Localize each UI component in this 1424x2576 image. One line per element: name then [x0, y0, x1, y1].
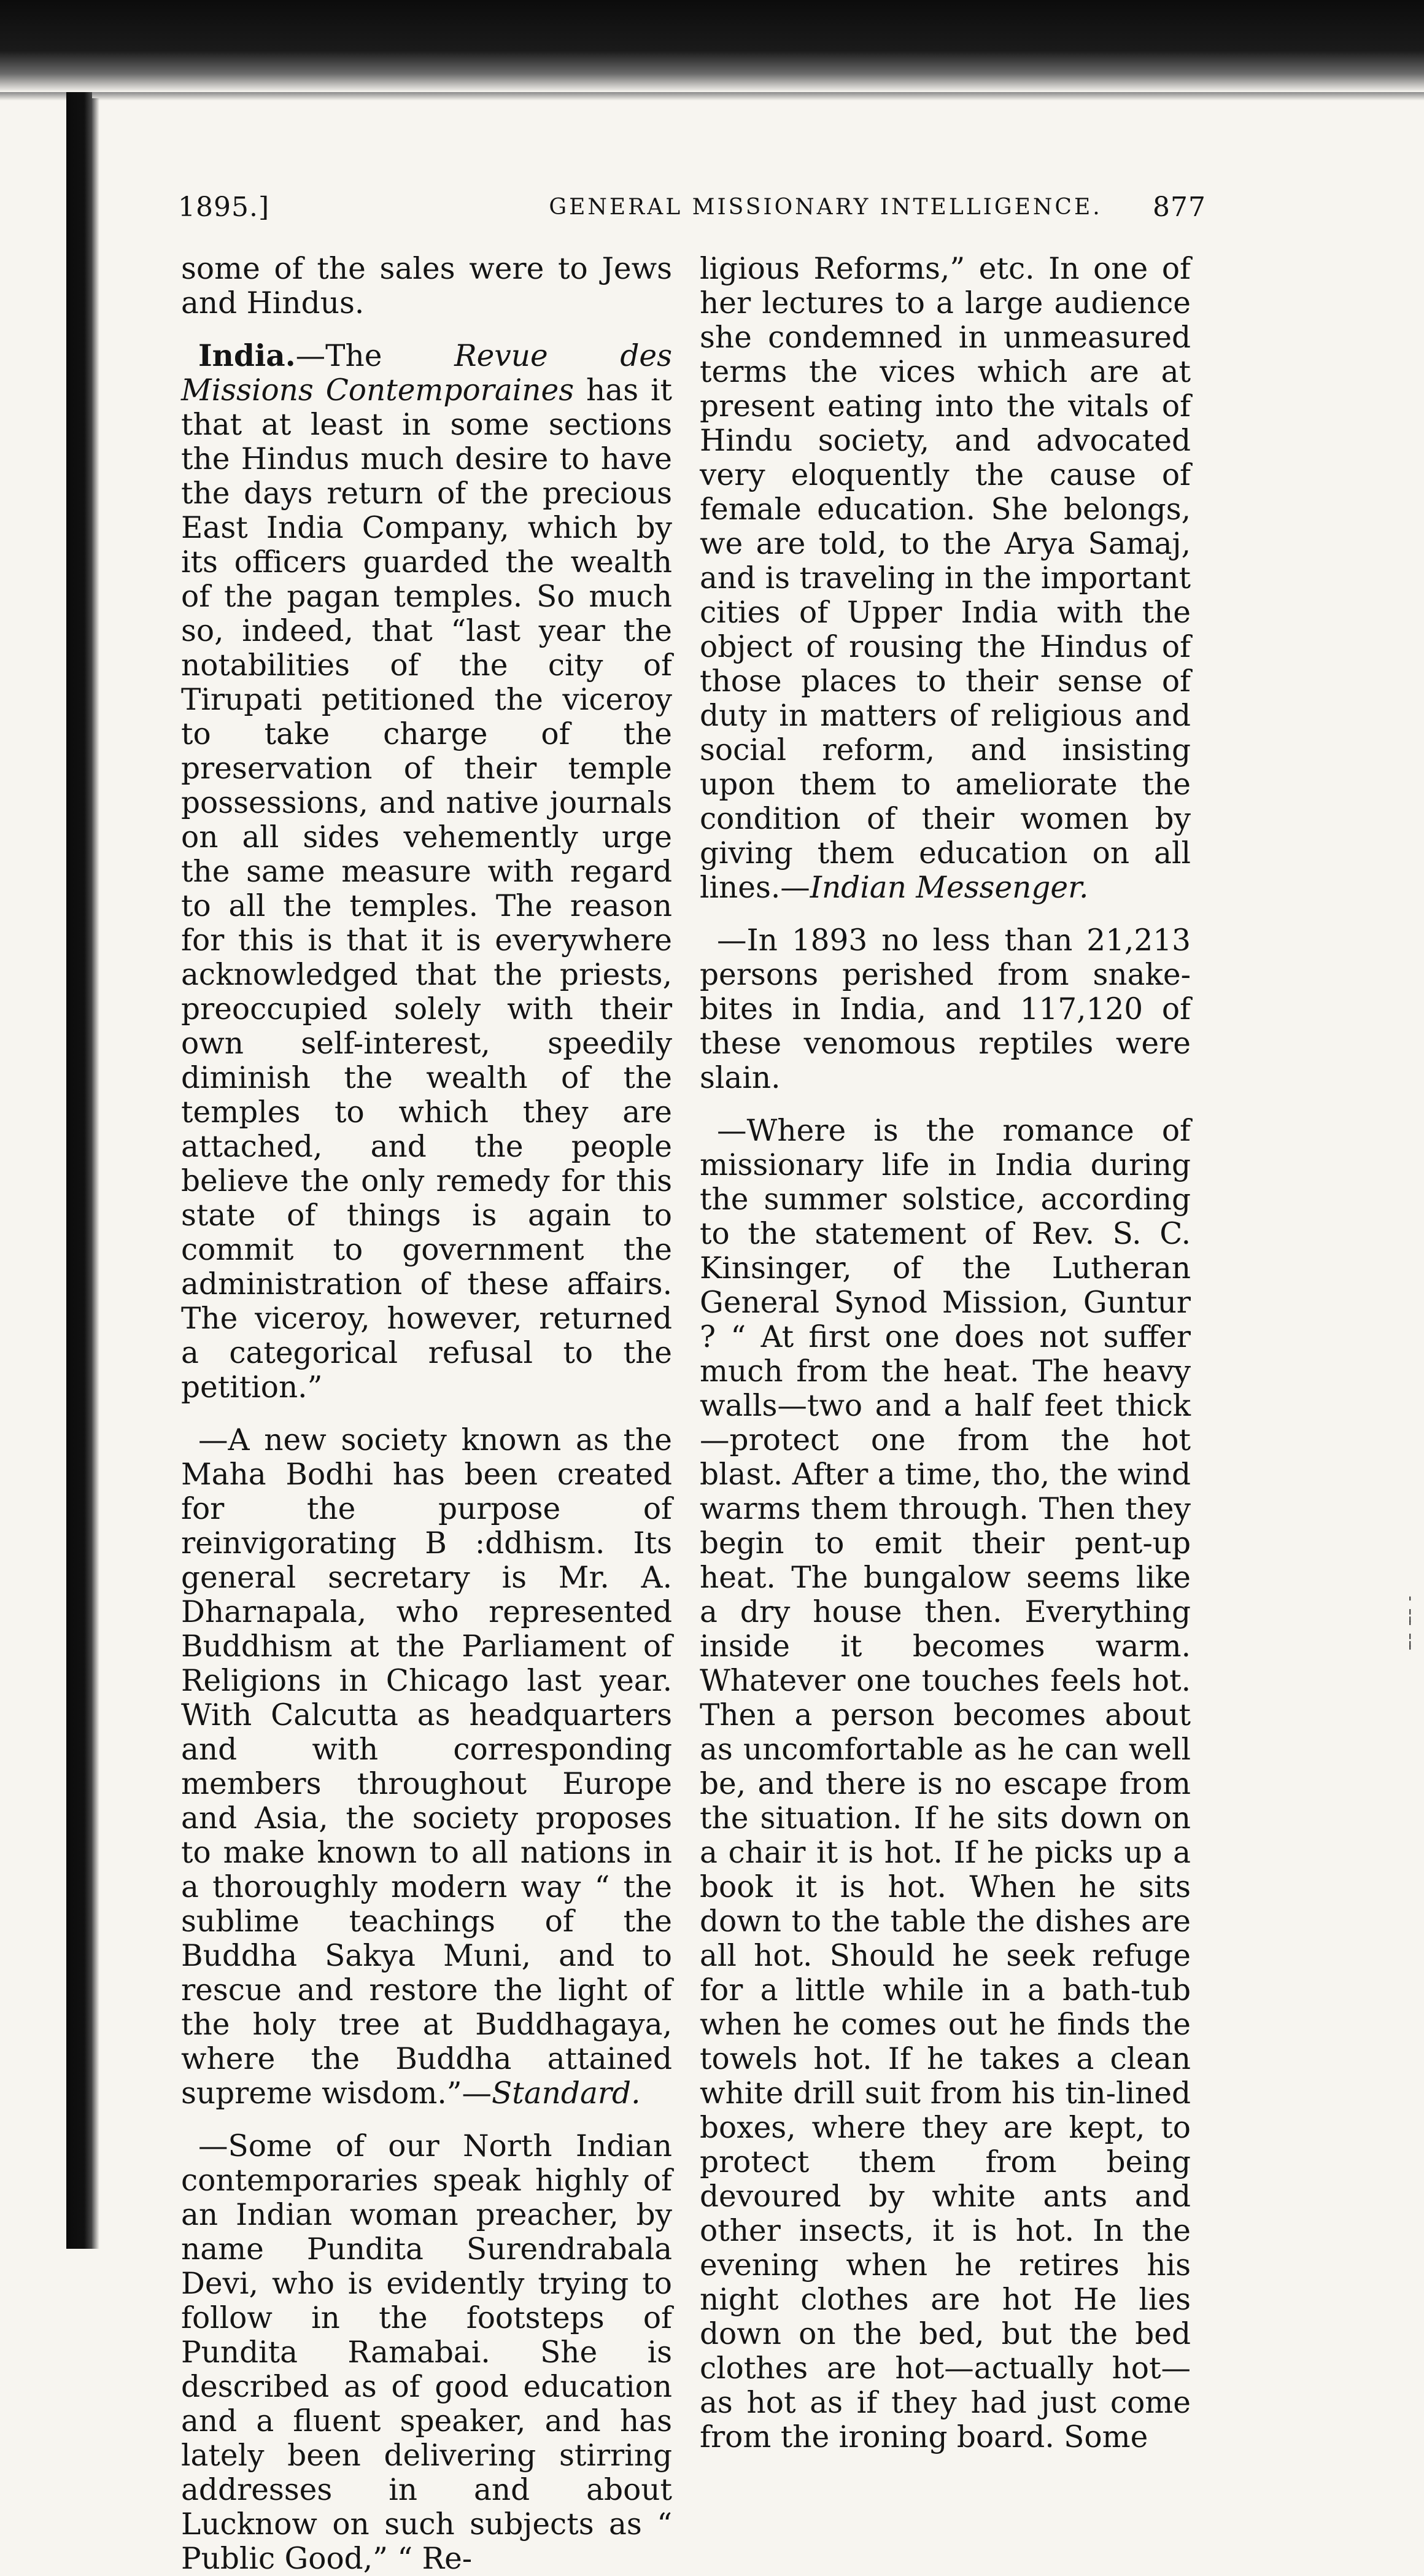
- bold-text-run: India.: [198, 338, 296, 373]
- text-run: some of the sales were to Jews and Hindus.: [181, 252, 672, 320]
- paragraph: [700, 252, 1191, 905]
- text-run: —Where is the romance of missionary life in India during the summer solstice, according to the statement of Rev. S. C. Kinsinger, of the Lutheran General Synod Mission, Guntur ? “ At first one does not suffer much from the heat. The heavy walls—two and a half feet thick—protect one from the hot blast. After a time, tho, the wind warms them through. Then they begin to emit their pent-up heat. The bungalow seems like a dry house then. Everything inside it becomes warm. Whatever one touches feels hot. Then a person becomes about as uncomfortable as he can well be, and there is no escape from the situation. If he sits down on a chair it is hot. If he picks up a book it is hot. When he sits down to the table the dishes are all hot. Should he seek refuge for a little while in a bath-tub when he comes out he finds the towels hot. If he takes a clean white drill suit from his tin-lined boxes, where they are kept, to protect them from being devoured by white ants and other insects, it is hot. In the evening when he retires his night clothes are hot He lies down on the bed, but the bed clothes are hot—actually hot—as hot as if they had just come from the ironing board. Some: [700, 1114, 1191, 2454]
- paragraph: [181, 2129, 672, 2576]
- text-run: —A new society known as the Maha Bodhi has been created for the purpose of reinvigorating B :ddhism. Its general secretary is Mr. A. Dharnapala, who represented Buddhism at the Parliament of Religions in Chicago last year. With Calcutta as headquarters and with corresponding members throughout Europe and Asia, the society proposes to make known to all nations in a thoroughly modern way “ the sublime teachings of the Buddha Sakya Muni, and to rescue and restore the light of the holy tree at Buddhagaya, where the Buddha attained supreme wisdom.”—: [181, 1423, 672, 2111]
- paragraph: [700, 923, 1191, 1095]
- left-column: [181, 252, 672, 2576]
- text-run: —The: [295, 339, 455, 373]
- scan-binding-edge: [92, 98, 99, 2249]
- paragraph: [181, 1423, 672, 2111]
- paragraph: [181, 252, 672, 320]
- paragraph: [700, 1114, 1191, 2454]
- italic-text-run: Indian Messenger.: [810, 871, 1089, 905]
- margin-marks: ' ¦ ' ¦ ': [1406, 1594, 1415, 1660]
- text-run: ligious Reforms,” etc. In one of her lectures to a large audience she condemned in unmeasured terms the vices which are at present eating into the vitals of Hindu society, and advocated very eloquently the cause of female education. She belongs, we are told, to the Arya Samaj, and is traveling in the important cities of Upper India with the object of rousing the Hindus of those places to their sense of duty in matters of religious and social reform, and insisting upon them to ameliorate the condition of their women by giving them education on all lines.—: [700, 252, 1191, 905]
- scan-border-top: [0, 0, 1424, 92]
- running-header-title: GENERAL MISSIONARY INTELLIGENCE.: [549, 195, 1102, 220]
- paragraph: [181, 339, 672, 1405]
- text-run: —Some of our North Indian contemporaries speak highly of an Indian woman preacher, by name Pundita Surendrabala Devi, who is evidently trying to follow in the footsteps of Pundita Ramabai. She is described as of good education and a fluent speaker, and has lately been delivering stirring addresses in and about Lucknow on such subjects as “ Public Good,” “ Re-: [181, 2129, 672, 2576]
- italic-text-run: Standard.: [492, 2076, 641, 2111]
- text-run: has it that at least in some sections the Hindus much desire to have the days return of the precious East India Company, which by its officers guarded the wealth of the pagan temples. So much so, indeed, that “last year the notabilities of the city of Tirupati petitioned the viceroy to take charge of the preservation of their temple possessions, and native journals on all sides vehemently urge the same measure with regard to all the temples. The reason for this is that it is everywhere acknowledged that the priests, preoccupied solely with their own self-interest, speedily diminish the wealth of the temples to which they are attached, and the people believe the only remedy for this state of things is again to commit to government the administration of these affairs. The viceroy, however, returned a categorical refusal to the petition.”: [181, 373, 672, 1405]
- text-run: —In 1893 no less than 21,213 persons perished from snake-bites in India, and 117,120 of these venomous reptiles were slain.: [700, 923, 1191, 1095]
- italic-text-run: Revue des Missions Contemporaines: [181, 339, 672, 408]
- right-column: [700, 252, 1191, 2454]
- scan-border-top-shadow: [0, 92, 1424, 101]
- running-header-year: 1895.]: [178, 192, 270, 223]
- scan-binding-shadow: [66, 92, 92, 2249]
- page-number: 877: [1153, 192, 1206, 223]
